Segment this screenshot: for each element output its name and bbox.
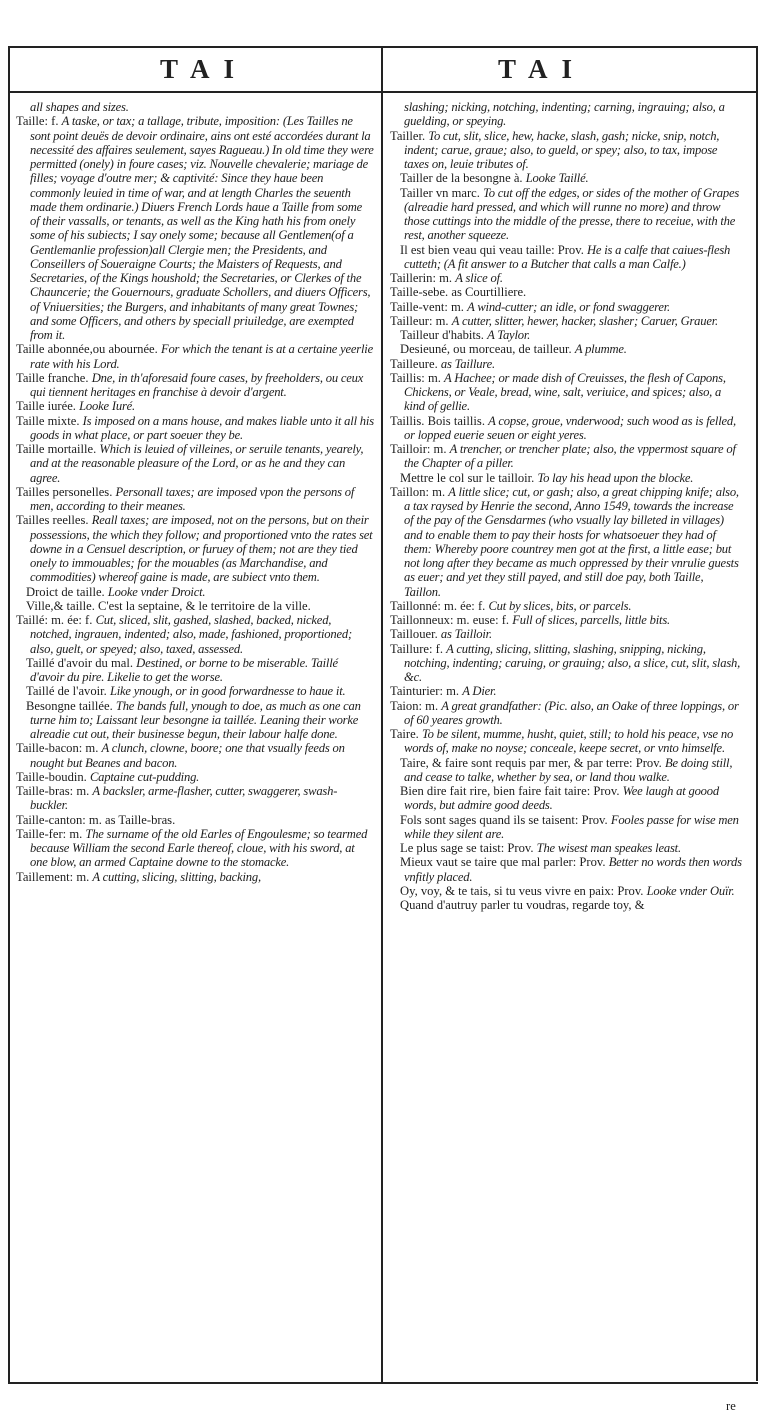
dictionary-entry — [390, 300, 742, 314]
entry-definition: A cutter, slitter, hewer, hacker, slasher; Caruer, Grauer. — [451, 313, 718, 328]
entry-grammar: m. as Taille-bras. — [88, 812, 176, 827]
entry-headword: Mettre le col sur le tailloir. — [400, 470, 535, 485]
entry-headword: Tailler vn marc. — [400, 185, 480, 200]
entry-headword: Taille-boudin. — [16, 769, 87, 784]
entry-definition: A copse, groue, vnderwood; such wood as is felled, or lopped euerie seuen or eight yeres. — [404, 413, 736, 442]
dictionary-entry — [16, 813, 374, 827]
running-head-left: TAI — [160, 54, 249, 84]
entry-definition: A Hachee; or made dish of Creuisses, the flesh of Capons, Chickens, or Veale, bread, wine, salt, veriuice, and spices; also, a kind of gellie. — [404, 370, 726, 414]
entry-grammar: m. — [433, 442, 450, 456]
dictionary-entry — [16, 371, 374, 400]
dictionary-entry — [16, 342, 374, 371]
entry-definition: Like ynough, or in good forwardnesse to haue it. — [109, 684, 346, 699]
entry-grammar: m. — [427, 370, 445, 385]
entry-definition: Full of slices, parcells, little bits. — [512, 613, 670, 627]
entry-definition: Which is leuied of villeines, or seruile tenants, yearely, and at the reasonable pleasure of the Lord, or as he and they can agree. — [30, 442, 364, 485]
dictionary-entry — [390, 627, 742, 641]
entry-headword: Fols sont sages quand ils se taisent: — [400, 812, 582, 827]
entry-headword: Taillement: — [16, 869, 77, 884]
entry-definition: Looke vnder Droict. — [107, 584, 206, 599]
dictionary-entry — [390, 314, 742, 328]
dictionary-entry — [16, 770, 374, 784]
dictionary-entry — [16, 100, 374, 114]
entry-grammar: m. — [446, 684, 463, 699]
dictionary-entry — [390, 171, 742, 185]
dictionary-entry — [390, 599, 742, 613]
dictionary-entry — [16, 399, 374, 413]
entry-headword: Taille: — [16, 114, 52, 129]
entry-headword: Taillis. Bois taillis. — [390, 413, 485, 428]
dictionary-entry — [390, 642, 742, 685]
entry-headword: Taille-bacon: — [16, 741, 86, 756]
dictionary-entry — [390, 699, 742, 728]
entry-definition: A trencher, or trencher plate; also, the vppermost square of the Chapter of a piller. — [404, 442, 736, 471]
entry-headword: Taillonneux: — [390, 613, 457, 627]
dictionary-entry — [390, 841, 742, 855]
dictionary-entry — [390, 243, 742, 272]
entry-definition: Better no words then words vnfitly placed. — [404, 855, 742, 884]
entry-headword: Taillouer. — [390, 627, 438, 642]
entry-definition: A little slice; cut, or gash; also, a great chipping knife; also, a tax raysed by Henrie the second, Anno 1549, towards the increase of the pay of the Gensdarmes (who vsually lay billeted in villages) and to enable them to pay their hosts for whatsoeuer they had of them: Whereby poore countrey men got at the first, a little ease; but not long after they became as much oppressed by their vnrulie guests as euer; and yet they still payed, and still doe pay, both Taille, Taillon. — [404, 484, 739, 599]
dictionary-entry — [16, 485, 374, 514]
entry-headword: Bien dire fait rire, bien faire fait taire: — [400, 784, 594, 798]
dictionary-entry — [390, 813, 742, 842]
entry-grammar: f. — [435, 641, 447, 656]
entry-grammar: m. — [435, 313, 452, 328]
entry-definition: Be doing still, and cease to talke, whether by sea, or land thou walke. — [404, 755, 733, 784]
dictionary-entry — [390, 271, 742, 285]
dictionary-entry — [16, 585, 374, 599]
entry-headword: Taillé d'avoir du mal. — [26, 655, 134, 670]
entry-grammar: Prov. — [617, 883, 647, 898]
dictionary-entry — [16, 827, 374, 870]
entry-definition: Personall taxes; are imposed vpon the persons of men, according to their meanes. — [30, 484, 355, 513]
entry-headword: Quand d'autruy parler tu voudras, regarde toy, & — [400, 898, 645, 912]
entry-grammar: m. — [76, 784, 93, 798]
entry-headword: Taille abonnée, — [16, 342, 93, 357]
entry-definition: A plumme. — [574, 342, 627, 357]
entry-grammar: m. ée: f. — [444, 598, 489, 613]
dictionary-entry — [16, 784, 374, 813]
dictionary-entry — [16, 114, 374, 342]
entry-headword: Taion: — [390, 698, 426, 713]
entry-definition: Captaine cut-pudding. — [89, 769, 200, 784]
entry-definition: To be silent, mumme, husht, quiet, still; to hold his peace, vse no words of, make no noyse; conceale, keepe secret, or vnto himselfe. — [404, 727, 734, 756]
dictionary-entry — [390, 414, 742, 443]
entry-headword: Tailles personelles. — [16, 484, 113, 499]
dictionary-entry — [16, 442, 374, 485]
dictionary-entry — [390, 285, 742, 299]
entry-grammar: C'est la septaine, & le territoire de la ville. — [94, 598, 311, 613]
entry-grammar: m. — [85, 741, 102, 756]
entry-headword: Mieux vaut se taire que mal parler: — [400, 855, 580, 870]
entry-definition: To cut off the edges, or sides of the mother of Grapes (alreadie hard pressed, and which will runne no more) and throw those cuttings into the middle of the presse, there to receiue, with the rest, another squeeze. — [404, 185, 740, 243]
dictionary-entry — [390, 342, 742, 356]
running-head-right: TAI — [498, 54, 587, 84]
entry-headword: Taillis: — [390, 370, 428, 385]
entry-grammar: Prov. — [579, 855, 609, 870]
entry-grammar: Prov. — [635, 755, 665, 770]
entry-definition: A wind-cutter; an idle, or fond swaggerer. — [467, 299, 670, 314]
entry-headword: Taille-vent: — [390, 299, 452, 314]
entry-definition: To lay his head upon the blocke. — [537, 470, 694, 485]
entry-definition: A clunch, clowne, boore; one that vsually feeds on nought but Beanes and bacon. — [30, 741, 345, 770]
entry-headword: Taille mortaille. — [16, 442, 97, 456]
entry-headword: Tailler de la besongne à. — [400, 171, 523, 186]
dictionary-entry — [390, 884, 742, 898]
entry-headword: Tailleur d'habits. — [400, 328, 484, 342]
entry-headword: Taillé: — [16, 613, 52, 627]
entry-definition: as Taillure. — [440, 356, 495, 371]
entry-definition: Reall taxes; are imposed, not on the persons, but on their possessions, the which they follow; and proportioned vnto the rates set downe in a Censuel description, or furuey of them; not are they tied onely to immouables; for the mouables (as Marchandise, and commodities) whereof gaine is made, are subiect vnto them. — [30, 513, 373, 585]
dictionary-entry — [16, 414, 374, 443]
entry-grammar: m. — [432, 484, 449, 499]
entry-headword: Tailleure. — [390, 356, 438, 371]
right-border-rule — [756, 46, 758, 1381]
entry-definition: A great grandfather: (Pic. also, an Oake of three loppings, or of 60 yeares growth. — [404, 698, 739, 727]
entry-headword: Taillure: — [390, 641, 436, 656]
entry-grammar: m. — [439, 271, 456, 285]
entry-headword: Il est bien veau qui veau taille: — [400, 242, 558, 257]
dictionary-entry — [390, 485, 742, 599]
right-column — [390, 100, 742, 912]
entry-definition: For which the tenant is at a certaine yeerlie rate with his Lord. — [30, 342, 373, 371]
entry-definition: A Dier. — [462, 684, 497, 699]
entry-headword: Tailloir: — [390, 442, 434, 456]
header-underline-rule — [8, 91, 758, 93]
entry-definition: A taske, or tax; a tallage, tribute, imposition: (Les Tailles ne sont point deuës de devoir ordinaire, ains ont esté accordées durant la necessité des affaires seulement, sayes Ragueau.) In old time they were permitted (onely) in foure cases; viz. Nouvelle chevalerie; mariage de filles; voyage d'outre mer; & captivité: Since they haue been commonly leuied in time of war, and at length Charles the seuenth made them ordinarie.) Diuers French Lords haue a Taille from some of their vassalls, or tenants, as well as the King hath his from onely some of his subiects; I say onely some; because all Gentlemen(of a Gentlemanlie profession)all Clergie men; the Presidents, and Conseillers of Soueraigne Courts; the Maisters of Requests, and Secretaries, of the Kings houshold; the Secretaries, or Clerkes of the Chauncerie; the Gouernours, graduate Schollers, and diuers Officers, of Vniuersities; the Burgers, and inhabitants of many great Townes; and some Officers, and others by speciall priuiledge, are exempted from it. — [30, 114, 374, 342]
bottom-border-rule — [8, 1382, 758, 1384]
dictionary-entry — [390, 328, 742, 342]
left-column — [16, 100, 374, 884]
entry-definition: A cutting, slicing, slitting, slashing, snipping, nicking, notching, indenting; caruing, or grauing; also, a slice, cut, slit, slash, &c. — [404, 641, 741, 684]
dictionary-entry — [390, 442, 742, 471]
catchword: re — [726, 1399, 736, 1413]
entry-headword: Taillerin: — [390, 271, 440, 285]
entry-definition: Wee laugh at goood words, but admire good deeds. — [404, 784, 719, 813]
entry-headword: Taillonné: — [390, 598, 445, 613]
dictionary-entry — [390, 186, 742, 243]
entry-definition: as Tailloir. — [440, 627, 492, 642]
dictionary-entry — [16, 699, 374, 742]
entry-headword: Taire, & faire sont requis par mer, & par terre: — [400, 755, 636, 770]
entry-headword: Taire. — [390, 727, 422, 741]
entry-headword: Desieuné, ou morceau, de tailleur. — [400, 342, 572, 357]
entry-definition: To cut, slit, slice, hew, hacke, slash, gash; nicke, snip, notch, indent; carue, graue; also, to gueld, or spey; also, to tax, impose taxes on, leuie tributes of. — [404, 128, 720, 171]
entry-headword: Le plus sage se taist: — [400, 841, 508, 855]
entry-definition: A backsler, arme-flasher, cutter, swaggerer, swash-buckler. — [30, 784, 338, 813]
dictionary-entry — [390, 357, 742, 371]
dictionary-entry — [16, 656, 374, 685]
entry-headword: Oy, voy, & te tais, si tu veus vivre en paix: — [400, 883, 618, 898]
dictionary-entry — [390, 727, 742, 756]
entry-grammar: m. — [451, 299, 468, 314]
dictionary-entry — [390, 129, 742, 172]
entry-definition: He is a calfe that caiues-flesh cutteth; (A fit answer to a Butcher that calls a man Calfe.) — [404, 242, 731, 271]
entry-grammar: m. — [76, 869, 93, 884]
entry-definition: A Taylor. — [487, 328, 531, 342]
entry-definition: Dne, in th'aforesaid foure cases, by freeholders, ou ceux qui tiennent heritages en franchise à devoir d'argent. — [30, 370, 364, 399]
entry-headword: Tainturier: — [390, 684, 447, 699]
entry-grammar: Prov. — [581, 812, 611, 827]
entry-headword: Taille mixte. — [16, 413, 80, 428]
entry-headword: Taille-canton: — [16, 812, 89, 827]
left-border-rule — [8, 46, 10, 1383]
entry-definition: Destined, or borne to be miserable. Taillé d'avoir du pire. Likelie to get the worse. — [30, 655, 338, 684]
entry-definition: Cut, sliced, slit, gashed, slashed, backed, nicked, notched, ingrauen, indented; also, made, fashioned, proportioned; also, guelt, or speyed; also, taxed, assessed. — [30, 613, 352, 656]
column-divider-rule — [381, 46, 383, 1383]
entry-headword: Tailleur: — [390, 313, 436, 328]
entry-definition: A cutting, slicing, slitting, backing, — [92, 869, 261, 884]
entry-grammar: Prov. — [507, 841, 537, 855]
entry-definition: Looke Iuré. — [79, 399, 135, 414]
dictionary-entry — [16, 741, 374, 770]
entry-grammar: f. — [51, 114, 62, 129]
entry-grammar: m. — [425, 698, 442, 713]
dictionary-entry — [16, 599, 374, 613]
entry-definition: The surname of the old Earles of Engoulesme; so tearmed because William the second Earle thereof, cloue, with his sword, at one blow, an armed Captaine downe to the stomacke. — [30, 826, 368, 870]
entry-headword: Taille-fer: — [16, 826, 70, 841]
dictionary-entry — [16, 870, 374, 884]
entry-definition: Is imposed on a mans house, and makes liable unto it all his goods in what place, or part soeuer they be. — [30, 413, 374, 442]
entry-definition: slashing; nicking, notching, indenting; carning, ingrauing; also, a guelding, or speying. — [404, 100, 725, 129]
dictionary-entry — [390, 371, 742, 414]
dictionary-entry — [16, 613, 374, 656]
entry-grammar: Prov. — [593, 784, 623, 798]
entry-headword: Tailler. — [390, 128, 429, 143]
entry-headword: Taille franche. — [16, 370, 89, 385]
entry-grammar: Prov. — [557, 242, 587, 257]
entry-definition: The bands full, ynough to doe, as much as one can turne him to; Laissant leur besongne ia taillée. Leaning their worke alreadie cut out, their businesse begun, their labour halfe done. — [30, 698, 361, 741]
top-border-rule — [8, 46, 758, 48]
dictionary-entry — [390, 784, 742, 813]
entry-definition: Fooles passe for wise men while they silent are. — [404, 812, 739, 841]
entry-definition: Looke Taillé. — [525, 171, 589, 186]
entry-headword: Taillon: — [390, 484, 433, 499]
entry-headword: Taille-sebe. — [390, 285, 449, 300]
entry-headword: Taille-bras: — [16, 784, 77, 798]
dictionary-entry — [390, 855, 742, 884]
entry-grammar: as Courtilliere. — [448, 285, 527, 300]
dictionary-entry — [390, 471, 742, 485]
dictionary-entry — [390, 898, 742, 912]
entry-definition: A slice of. — [455, 271, 503, 285]
dictionary-entry — [390, 100, 742, 129]
entry-grammar: m. ée: f. — [51, 613, 96, 627]
entry-headword: Taillé de l'avoir. — [26, 684, 107, 699]
dictionary-entry — [16, 684, 374, 698]
entry-headword: Besongne taillée. — [26, 698, 113, 713]
entry-definition: Looke vnder Ouïr. — [646, 883, 735, 898]
dictionary-entry — [16, 513, 374, 584]
entry-grammar: m. — [69, 826, 86, 841]
entry-headword: Droict de taille. — [26, 584, 105, 599]
entry-headword: Ville,& taille. — [26, 598, 95, 613]
entry-definition: The wisest man speakes least. — [536, 841, 681, 855]
entry-grammar: ou abournée. — [92, 342, 161, 357]
dictionary-entry — [390, 613, 742, 627]
entry-headword: Tailles reelles. — [16, 513, 89, 528]
entry-headword: Taille iurée. — [16, 399, 76, 414]
dictionary-entry — [390, 756, 742, 785]
dictionary-entry — [390, 684, 742, 698]
entry-definition: Cut by slices, bits, or parcels. — [488, 598, 632, 613]
entry-grammar: m. euse: f. — [456, 613, 513, 627]
entry-definition: all shapes and sizes. — [30, 100, 129, 114]
